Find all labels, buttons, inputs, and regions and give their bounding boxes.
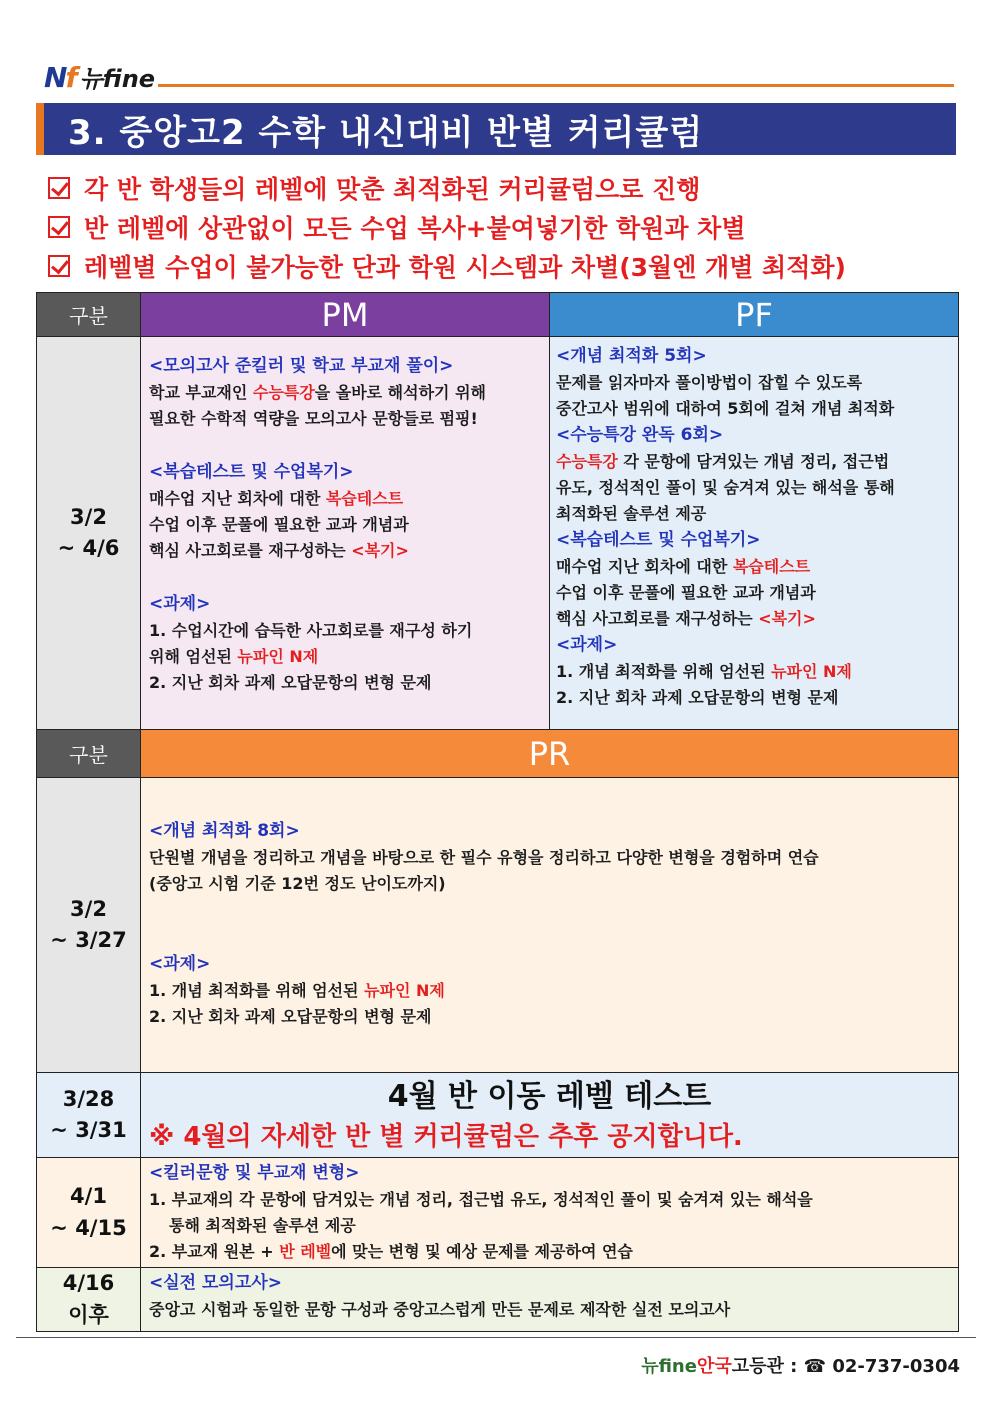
pf-content (550, 337, 959, 730)
mock-exam-content (141, 1268, 959, 1332)
header-label: 구분 (37, 293, 141, 337)
pr-header: PR (141, 730, 959, 778)
level-test-content (141, 1073, 959, 1158)
date-start: 4/1 (70, 1184, 107, 1208)
date-start: 3/2 (70, 504, 107, 529)
text-line: 수업 이후 문풀에 필요한 교과 개념과 (149, 515, 409, 534)
text-line: 2. 지난 회차 과제 오답문항의 변형 문제 (149, 1007, 432, 1026)
section-heading: <복습테스트 및 수업복기> (149, 462, 354, 482)
footer-brand: 뉴fine (641, 1356, 697, 1377)
section-heading: <수능특강 완독 6회> (556, 425, 724, 445)
section-heading: <킬러문항 및 부교재 변형> (149, 1163, 360, 1183)
text-line: 중앙고 시험과 동일한 문항 구성과 중앙고스럽게 만든 문제로 제작한 실전 모의고사 (149, 1300, 731, 1319)
text-line: 위해 엄선된 뉴파인 N제 (149, 647, 319, 666)
logo-mark: Nf (44, 61, 76, 94)
text-line: 핵심 사고회로를 재구성하는 <복기> (556, 609, 816, 628)
text-line: 1. 개념 최적화를 위해 엄선된 뉴파인 N제 (149, 981, 445, 1000)
date-cell (37, 1158, 141, 1268)
footer-phone: 고등관 : ☎ 02-737-0304 (731, 1356, 960, 1377)
pf-header: PF (550, 293, 959, 337)
text-line: 1. 부교재의 각 문항에 담겨있는 개념 정리, 접근법 유도, 정석적인 풀이 및 숨겨져 있는 해석을 (149, 1190, 813, 1209)
text-line: 문제를 읽자마자 풀이방법이 잡힐 수 있도록 (556, 373, 863, 392)
title-bar (36, 103, 956, 155)
table-row (37, 337, 959, 730)
page-title: 3. 중앙고2 수학 내신대비 반별 커리큘럼 (68, 112, 704, 153)
date-cell (37, 1268, 141, 1332)
header-row-pm-pf (37, 293, 959, 337)
pm-content (141, 337, 550, 730)
bullet-text: 각 반 학생들의 레벨에 맞춘 최적화된 커리큘럼으로 진행 (84, 174, 701, 204)
section-heading: <개념 최적화 5회> (556, 346, 707, 366)
checkbox-icon (48, 177, 70, 199)
bullet-item (48, 168, 958, 207)
date-cell (37, 337, 141, 730)
footer-contact (641, 1352, 960, 1378)
text-line: 수능특강 각 문항에 담겨있는 개념 정리, 접근법 (556, 452, 890, 471)
text-line: 1. 개념 최적화를 위해 엄선된 뉴파인 N제 (556, 662, 852, 681)
text-line: 2. 지난 회차 과제 오답문항의 변형 문제 (149, 673, 432, 692)
text-line: 학교 부교재인 수능특강을 올바로 해석하기 위해 (149, 383, 486, 402)
text-line: 유도, 정석적인 풀이 및 숨겨져 있는 해석을 통해 (556, 478, 895, 497)
text-line: 2. 부교재 원본 + 반 레벨에 맞는 변형 및 예상 문제를 제공하여 연습 (149, 1242, 633, 1261)
text-line: 1. 수업시간에 습득한 사고회로를 재구성 하기 (149, 621, 473, 640)
brand-logo (44, 58, 155, 94)
date-end: 이후 (68, 1302, 109, 1327)
date-start: 4/16 (62, 1271, 115, 1295)
text-line: (중앙고 시험 기준 12번 정도 난이도까지) (149, 874, 446, 893)
bullet-text: 레벨별 수업이 불가능한 단과 학원 시스템과 차별(3월엔 개별 최적화) (84, 252, 846, 282)
bullet-item (48, 246, 958, 285)
date-cell (37, 778, 141, 1073)
date-end: ~ 4/15 (50, 1215, 127, 1240)
text-line: 통해 최적화된 솔루션 제공 (169, 1216, 356, 1235)
date-end: ~ 3/27 (50, 928, 127, 952)
header-rule (158, 84, 954, 87)
text-line: 최적화된 솔루션 제공 (556, 504, 707, 523)
section-heading: <과제> (149, 954, 211, 974)
section-heading: <개념 최적화 8회> (149, 821, 300, 841)
curriculum-table (36, 292, 959, 1332)
date-end: ~ 3/31 (50, 1118, 127, 1142)
text-line: 중간고사 범위에 대하여 5회에 걸쳐 개념 최적화 (556, 399, 895, 418)
header-label: 구분 (37, 730, 141, 778)
section-heading: <모의고사 준킬러 및 학교 부교재 풀이> (149, 356, 454, 376)
text-line: 2. 지난 회차 과제 오답문항의 변형 문제 (556, 688, 839, 707)
logo-text: 뉴fine (79, 65, 156, 93)
table-row (37, 1073, 959, 1158)
level-test-title: 4월 반 이동 레벨 테스트 (387, 1079, 712, 1114)
footer-rule (16, 1337, 976, 1338)
section-heading: <과제> (149, 594, 211, 614)
date-start: 3/28 (62, 1086, 115, 1111)
date-start: 3/2 (70, 896, 107, 921)
section-heading: <실전 모의고사> (149, 1273, 282, 1293)
section-heading: <과제> (556, 635, 618, 655)
date-end: ~ 4/6 (57, 536, 120, 560)
killer-content (141, 1158, 959, 1268)
text-line: 수업 이후 문풀에 필요한 교과 개념과 (556, 583, 816, 602)
bullet-item (48, 207, 958, 246)
text-line: 필요한 수학적 역량을 모의고사 문항들로 펌핑! (149, 409, 478, 428)
feature-bullets (48, 168, 958, 285)
checkbox-icon (48, 216, 70, 238)
text-line: 매수업 지난 회차에 대한 복습테스트 (556, 557, 811, 576)
text-line: 매수업 지난 회차에 대한 복습테스트 (149, 489, 404, 508)
footer-branch: 안국 (696, 1356, 732, 1377)
level-test-note: ※ 4월의 자세한 반 별 커리큘럼은 추후 공지합니다. (149, 1122, 743, 1152)
section-heading: <복습테스트 및 수업복기> (556, 530, 761, 550)
table-row (37, 1158, 959, 1268)
text-line: 단원별 개념을 정리하고 개념을 바탕으로 한 필수 유형을 정리하고 다양한 변형을 경험하며 연습 (149, 848, 819, 867)
pm-header: PM (141, 293, 550, 337)
table-row (37, 778, 959, 1073)
date-cell (37, 1073, 141, 1158)
table-row (37, 1268, 959, 1332)
header-row-pr (37, 730, 959, 778)
pr-content (141, 778, 959, 1073)
bullet-text: 반 레벨에 상관없이 모든 수업 복사+붙여넣기한 학원과 차별 (84, 213, 746, 243)
text-line: 핵심 사고회로를 재구성하는 <복기> (149, 541, 409, 560)
checkbox-icon (48, 255, 70, 277)
